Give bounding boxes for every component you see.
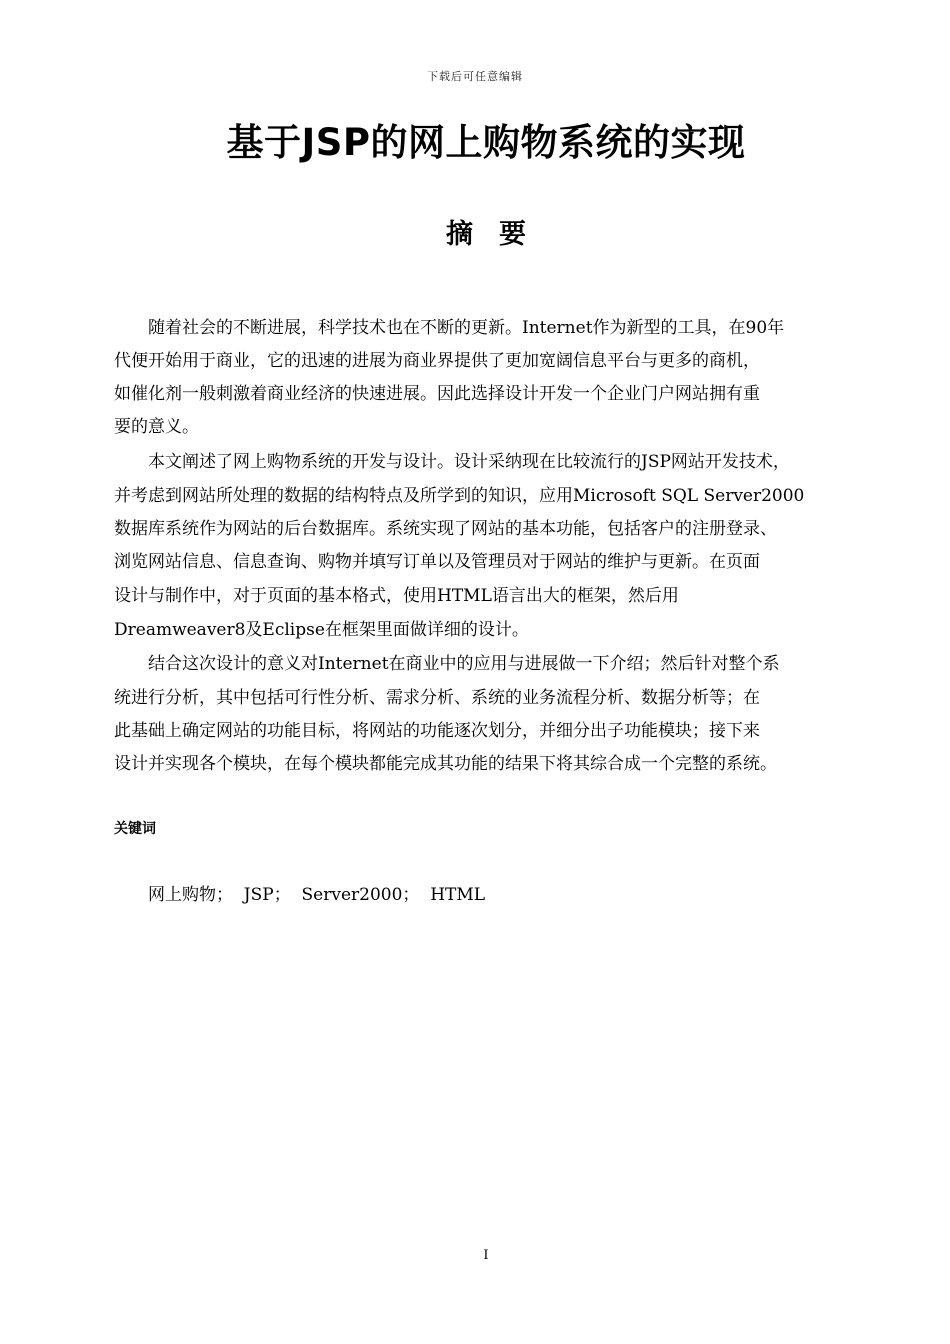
paragraph-2-line-1: 本文阐述了网上购物系统的开发与设计。设计采纳现在比较流行的JSP网站开发技术，: [148, 452, 790, 472]
paragraph-3-line-2: 统进行分析，其中包括可行性分析、需求分析、系统的业务流程分析、数据分析等；在: [114, 688, 760, 708]
paragraph-3-line-3: 此基础上确定网站的功能目标，将网站的功能逐次划分，并细分出子功能模块；接下来: [114, 721, 760, 741]
abstract-heading-char: 摘: [446, 219, 473, 250]
keywords-text: 网上购物； JSP； Server2000； HTML: [148, 885, 486, 905]
paragraph-1-line-3: 如催化剂一般刺激着商业经济的快速进展。因此选择设计开发一个企业门户网站拥有重: [114, 384, 760, 404]
document-title: 基于JSP的网上购物系统的实现: [226, 121, 746, 164]
paragraph-2-line-3: 数据库系统作为网站的后台数据库。系统实现了网站的基本功能，包括客户的注册登录、: [114, 519, 777, 539]
paragraph-2-line-2: 并考虑到网站所处理的数据的结构特点及所学到的知识，应用Microsoft SQL Server2000: [114, 486, 805, 506]
paragraph-2-line-5: 设计与制作中，对于页面的基本格式，使用HTML语言出大的框架，然后用: [114, 586, 679, 606]
paragraph-2-line-6: Dreamweaver8及Eclipse在框架里面做详细的设计。: [114, 620, 529, 640]
keywords-label: 关键词: [114, 821, 156, 837]
abstract-heading-char: 要: [499, 219, 526, 250]
paragraph-3-line-1: 结合这次设计的意义对Internet在商业中的应用与进展做一下介绍；然后针对整个系: [148, 654, 780, 674]
page-number: I: [483, 1248, 489, 1263]
paragraph-2-line-4: 浏览网站信息、信息查询、购物并填写订单以及管理员对于网站的维护与更新。在页面: [114, 552, 760, 572]
paragraph-1-line-2: 代便开始用于商业，它的迅速的进展为商业界提供了更加宽阔信息平台与更多的商机，: [114, 351, 760, 371]
header-note: 下载后可任意编辑: [427, 70, 523, 83]
abstract-heading: [0, 212, 950, 251]
paragraph-3-line-4: 设计并实现各个模块，在每个模块都能完成其功能的结果下将其综合成一个完整的系统。: [114, 754, 777, 774]
paragraph-1-line-4: 要的意义。: [114, 417, 199, 437]
paragraph-1-line-1: 随着社会的不断进展，科学技术也在不断的更新。Internet作为新型的工具，在90年: [148, 318, 785, 338]
